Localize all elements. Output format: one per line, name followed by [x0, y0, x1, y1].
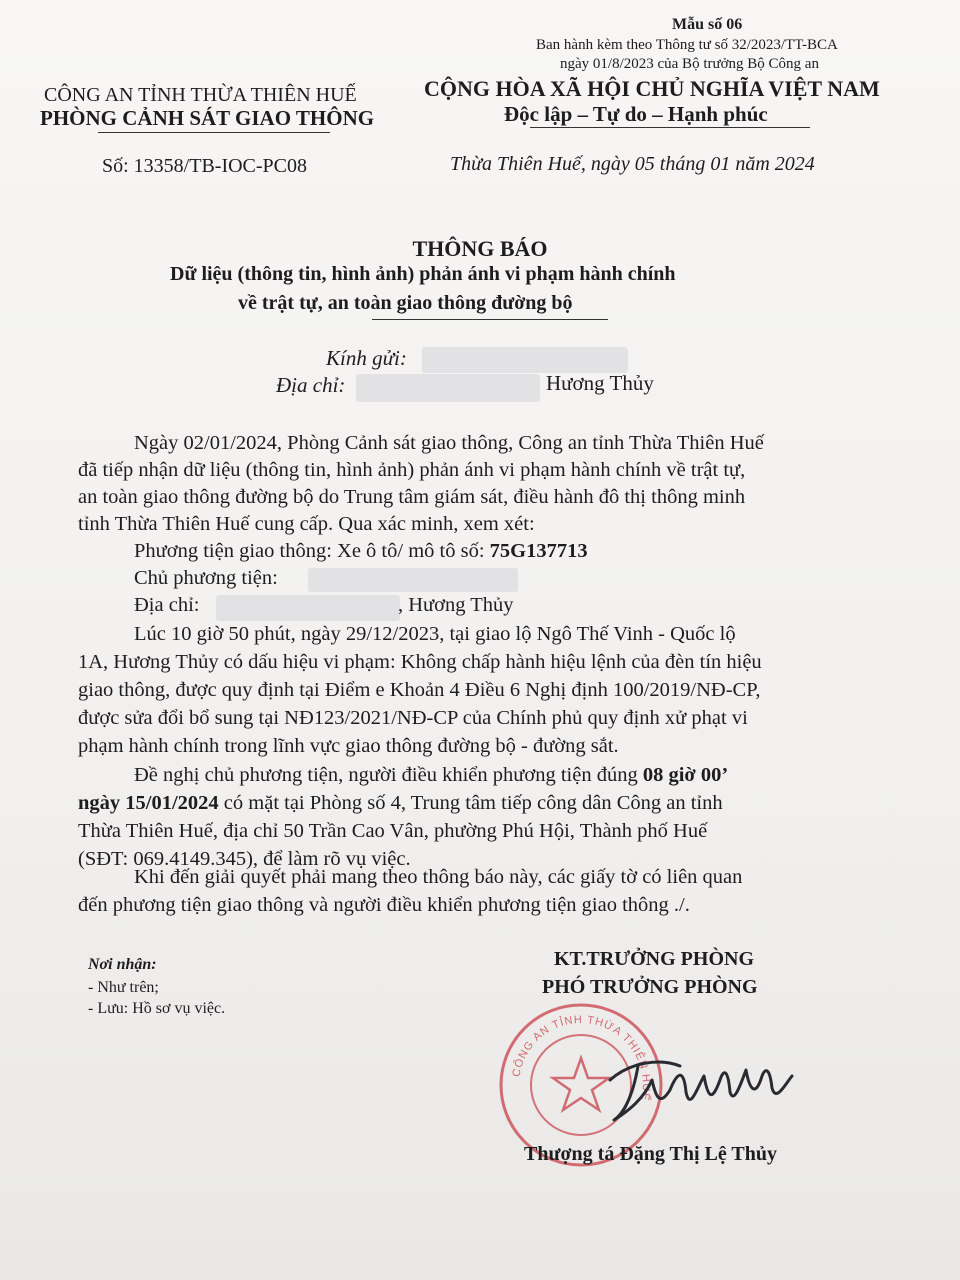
redacted-owner-name	[308, 568, 518, 592]
agency-name: CÔNG AN TỈNH THỪA THIÊN HUẾ	[44, 84, 357, 106]
paragraph3-line3: Thừa Thiên Huế, địa chỉ 50 Trần Cao Vân, phường Phú Hội, Thành phố Huế	[78, 820, 708, 842]
department-underline	[98, 132, 330, 133]
paragraph3-line1	[134, 764, 728, 787]
paragraph2-line5: phạm hành chính trong lĩnh vực giao thông đường bộ - đường sắt.	[78, 735, 619, 757]
receiver-item: - Lưu: Hồ sơ vụ việc.	[88, 1000, 226, 1017]
vehicle-line	[134, 540, 588, 563]
document-subtitle-line2: về trật tự, an toàn giao thông đường bộ	[238, 292, 573, 314]
paragraph1-line3: an toàn giao thông đường bộ do Trung tâm giám sát, điều hành đô thị thông minh	[78, 486, 746, 508]
paragraph4-line1: Khi đến giải quyết phải mang theo thông báo này, các giấy tờ có liên quan	[134, 866, 743, 888]
handwritten-signature-icon	[600, 1040, 810, 1130]
vehicle-plate: 75G137713	[489, 540, 588, 562]
owner-label: Chủ phương tiện:	[134, 567, 278, 589]
signature-title-line1: KT.TRƯỞNG PHÒNG	[554, 948, 754, 970]
paragraph2-line3: giao thông, được quy định tại Điểm e Khoản 4 Điều 6 Nghị định 100/2019/NĐ-CP,	[78, 679, 761, 701]
paragraph2-line2: 1A, Hương Thủy có dấu hiệu vi phạm: Không chấp hành hiệu lệnh của đèn tín hiệu	[78, 651, 762, 673]
owner-address-suffix: , Hương Thủy	[398, 594, 514, 616]
stamp-text: CÔNG AN TỈNH THỪA THIÊN HUẾ	[510, 1013, 653, 1103]
paragraph3-line4: (SĐT: 069.4149.345), để làm rõ vụ việc.	[78, 848, 411, 870]
redacted-owner-address	[216, 595, 400, 621]
place-date: Thừa Thiên Huế, ngày 05 tháng 01 năm 2024	[450, 153, 815, 175]
document-number: Số: 13358/TB-IOC-PC08	[102, 155, 308, 177]
paragraph1-line1: Ngày 02/01/2024, Phòng Cảnh sát giao thông, Công an tỉnh Thừa Thiên Huế	[134, 432, 764, 454]
paragraph2-line1: Lúc 10 giờ 50 phút, ngày 29/12/2023, tại giao lộ Ngô Thế Vinh - Quốc lộ	[134, 623, 736, 645]
paragraph1-line2: đã tiếp nhận dữ liệu (thông tin, hình ảnh) phản ánh vi phạm hành chính về trật tự,	[78, 459, 746, 481]
subtitle-underline	[372, 319, 608, 320]
paragraph2-line4: được sửa đổi bổ sung tại NĐ123/2021/NĐ-CP của Chính phủ quy định xử phạt vi	[78, 707, 748, 729]
recipient-address-suffix: Hương Thủy	[546, 371, 654, 395]
signature-title-line2: PHÓ TRƯỞNG PHÒNG	[542, 976, 758, 998]
vehicle-label: Phương tiện giao thông: Xe ô tô/ mô tô số:	[134, 540, 490, 562]
receiver-item: - Như trên;	[88, 979, 159, 996]
motto-underline	[530, 127, 810, 128]
paragraph3-line1-text: Đề nghị chủ phương tiện, người điều khiển phương tiện đúng	[134, 764, 643, 786]
paragraph3-line2	[78, 792, 723, 815]
form-note-line2: ngày 01/8/2023 của Bộ trưởng Bộ Công an	[560, 56, 819, 72]
department-name: PHÒNG CẢNH SÁT GIAO THÔNG	[40, 106, 375, 130]
recipient-label: Kính gửi:	[326, 346, 407, 370]
redacted-recipient-address	[356, 374, 540, 402]
owner-address-label: Địa chỉ:	[134, 594, 200, 616]
form-note-line1: Ban hành kèm theo Thông tư số 32/2023/TT-BCA	[536, 37, 838, 53]
document-title: THÔNG BÁO	[412, 236, 548, 261]
paragraph4-line2: đến phương tiện giao thông và người điều khiển phương tiện giao thông ./.	[78, 894, 690, 916]
national-motto: Độc lập – Tự do – Hạnh phúc	[504, 102, 768, 126]
recipient-address-label: Địa chỉ:	[276, 373, 346, 397]
national-title: CỘNG HÒA XÃ HỘI CHỦ NGHĨA VIỆT NAM	[424, 76, 880, 101]
appointment-date: ngày 15/01/2024	[78, 792, 219, 814]
signer-name: Thượng tá Đặng Thị Lệ Thủy	[524, 1143, 777, 1165]
paragraph3-line2-text: có mặt tại Phòng số 4, Trung tâm tiếp công dân Công an tỉnh	[218, 792, 723, 814]
receivers-title: Nơi nhận:	[88, 956, 157, 973]
form-number: Mẫu số 06	[672, 16, 743, 33]
redacted-recipient-name	[422, 347, 628, 373]
document-subtitle-line1: Dữ liệu (thông tin, hình ảnh) phản ánh vi phạm hành chính	[170, 263, 676, 285]
appointment-time: 08 giờ 00’	[642, 764, 729, 786]
paragraph1-line4: tỉnh Thừa Thiên Huế cung cấp. Qua xác minh, xem xét:	[78, 513, 535, 535]
